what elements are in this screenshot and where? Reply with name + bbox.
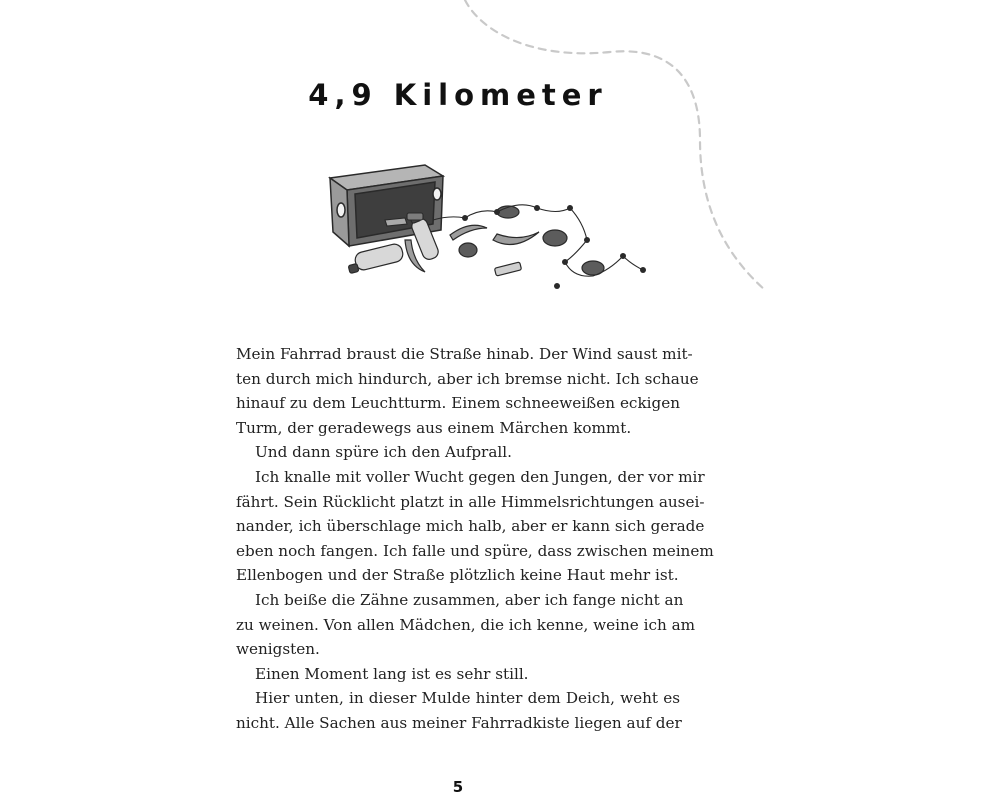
chapter-body-text — [236, 342, 714, 736]
body-line: Turm, der geradewegs aus einem Märchen kommt. — [236, 418, 632, 437]
body-line: Ich knalle mit voller Wucht gegen den Jungen, der vor mir — [255, 467, 705, 486]
body-line: fährt. Sein Rücklicht platzt in alle Himmelsrichtungen ausei- — [236, 492, 705, 511]
body-line: nander, ich überschlage mich halb, aber er kann sich gerade — [236, 517, 705, 536]
body-line: eben noch fangen. Ich falle und spüre, dass zwischen meinem — [236, 541, 714, 560]
page-number: 5 — [452, 778, 464, 796]
body-line: wenigsten. — [236, 640, 320, 659]
chapter-title: 4,9 Kilometer — [308, 78, 608, 112]
body-line: Hier unten, in dieser Mulde hinter dem Deich, weht es — [255, 689, 680, 708]
spilled-bike-crate-illustration — [325, 160, 655, 300]
body-line: Ellenbogen und der Straße plötzlich keine Haut mehr ist. — [236, 566, 679, 585]
body-line: nicht. Alle Sachen aus meiner Fahrradkiste liegen auf der — [236, 713, 682, 732]
body-line: hinauf zu dem Leuchtturm. Einem schneeweißen eckigen — [236, 394, 680, 413]
body-line: Und dann spüre ich den Aufprall. — [255, 443, 512, 462]
body-line: ten durch mich hindurch, aber ich bremse nicht. Ich schaue — [236, 369, 699, 388]
body-line: Ich beiße die Zähne zusammen, aber ich fange nicht an — [255, 590, 684, 609]
body-line: zu weinen. Von allen Mädchen, die ich kenne, weine ich am — [236, 615, 696, 634]
body-line: Mein Fahrrad braust die Straße hinab. Der Wind saust mit- — [236, 345, 693, 363]
body-line: Einen Moment lang ist es sehr still. — [255, 664, 529, 683]
